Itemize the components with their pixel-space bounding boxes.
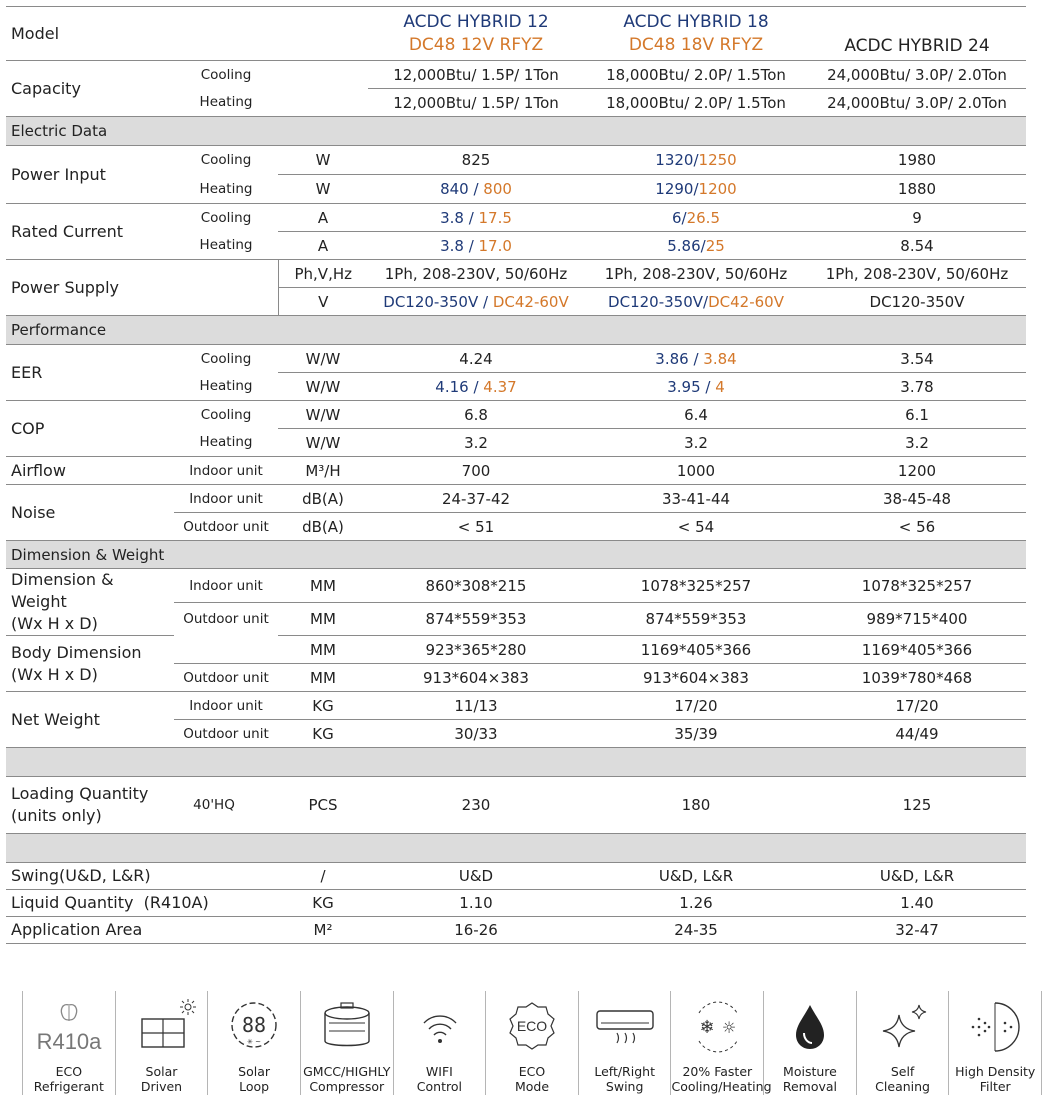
cell: 1169*405*366 — [808, 636, 1026, 664]
cell: 11/13 — [368, 692, 584, 720]
cell: 6.8 — [368, 401, 584, 429]
value-secondary: 25 — [705, 236, 725, 255]
feature-line1: WIFI — [425, 1064, 453, 1079]
liquid-label: Liquid Quantity (R410A) — [6, 890, 278, 917]
cell — [368, 288, 584, 316]
feature-line2: Swing — [605, 1079, 644, 1094]
feature-line2: Cleaning — [875, 1079, 930, 1094]
cell: 860*308*215 — [368, 569, 584, 603]
model-label: Model — [6, 7, 174, 61]
feature-line1: Solar — [145, 1064, 178, 1079]
feature-line2: Refrigerant — [33, 1079, 104, 1094]
snow-sun-icon — [671, 997, 764, 1057]
rated-current-label: Rated Current — [6, 204, 174, 260]
value-secondary: 4.37 — [483, 377, 517, 396]
cell: 3.2 — [368, 429, 584, 457]
dw-label-line1: Dimension & Weight — [11, 570, 114, 611]
cell: 6.1 — [808, 401, 1026, 429]
unit-cell: / — [278, 863, 368, 890]
cell: 24-35 — [584, 917, 808, 944]
sub-label: Cooling — [174, 61, 278, 89]
value-primary: 1290 — [655, 180, 694, 198]
sub-label: Cooling — [174, 204, 278, 232]
sub-label: Indoor unit — [174, 485, 278, 513]
value-primary: 3.8 — [440, 236, 464, 255]
cell: 24,000Btu/ 3.0P/ 2.0Ton — [808, 61, 1026, 89]
sub-label: Heating — [199, 94, 253, 111]
unit-cell: MM — [278, 569, 368, 603]
section-title: Performance — [11, 321, 107, 339]
value-primary: 1980 — [897, 151, 937, 169]
cell — [808, 146, 1026, 175]
digit-badge: 88 — [242, 1013, 267, 1037]
cell: 923*365*280 — [368, 636, 584, 664]
display-88-icon — [208, 997, 301, 1057]
cell: 18,000Btu/ 2.0P/ 1.5Ton — [584, 89, 808, 117]
value-primary: DC120-350V — [869, 292, 965, 311]
cell: 1000 — [584, 457, 808, 485]
cell — [368, 146, 584, 175]
model-col-1 — [368, 7, 584, 61]
value-separator: / — [463, 208, 479, 227]
value-primary: 4.24 — [459, 349, 493, 368]
cell: 125 — [808, 777, 1026, 834]
loading-row — [6, 777, 1026, 834]
unit-cell: W/W — [278, 401, 368, 429]
sparkle-icon — [857, 997, 950, 1057]
compressor-icon — [301, 997, 394, 1057]
cell: 180 — [584, 777, 808, 834]
power-input-cooling-row — [6, 146, 1026, 175]
cell: 989*715*400 — [808, 603, 1026, 636]
cop-label: COP — [6, 401, 174, 457]
value-primary: 5.86 — [667, 236, 701, 255]
eco-text: ECO — [517, 1018, 548, 1034]
cell: 30/33 — [368, 720, 584, 748]
value-secondary: 26.5 — [686, 208, 720, 227]
unit-cell: A — [278, 232, 368, 260]
cell — [808, 175, 1026, 204]
cell: < 51 — [368, 513, 584, 541]
spacer-band — [6, 834, 1026, 863]
unit-cell: dB(A) — [278, 485, 368, 513]
model-2-name: ACDC HYBRID 18 — [623, 11, 769, 32]
swing-label: Swing(U&D, L&R) — [6, 863, 278, 890]
cell — [584, 373, 808, 401]
cell: 38-45-48 — [808, 485, 1026, 513]
cell: 18,000Btu/ 2.0P/ 1.5Ton — [584, 61, 808, 89]
unit-cell: KG — [278, 890, 368, 917]
sub-label: 40'HQ — [174, 777, 278, 834]
dw-label-line2: (Wx H x D) — [11, 614, 98, 633]
value-primary: 3.54 — [900, 349, 934, 368]
cell: 874*559*353 — [368, 603, 584, 636]
value-primary: DC120-350V — [383, 292, 479, 311]
cell — [584, 288, 808, 316]
cell: 1200 — [808, 457, 1026, 485]
cell: U&D — [368, 863, 584, 890]
cell: 1169*405*366 — [584, 636, 808, 664]
svg-text:☼: ☼ — [722, 1018, 737, 1037]
cell: 33-41-44 — [584, 485, 808, 513]
filter-icon — [949, 997, 1042, 1057]
feature-line1: Left/Right — [594, 1064, 655, 1079]
sub-label: Outdoor unit — [174, 720, 278, 748]
feature-line1: Solar — [238, 1064, 271, 1079]
cell: 16-26 — [368, 917, 584, 944]
value-secondary: DC42-60V — [492, 292, 569, 311]
cell: 1039*780*468 — [808, 664, 1026, 692]
unit-cell: KG — [278, 720, 368, 748]
sub-label: Heating — [199, 434, 253, 451]
rated-current-cooling-row — [6, 204, 1026, 232]
cop-cooling-row — [6, 401, 1026, 429]
unit-cell: W — [278, 146, 368, 175]
cell — [584, 232, 808, 260]
feature-self-cleaning — [856, 991, 949, 1095]
cell: 1078*325*257 — [584, 569, 808, 603]
unit-cell: W/W — [278, 429, 368, 457]
loading-label-line2: (units only) — [11, 806, 102, 825]
liquid-row — [6, 890, 1026, 917]
swing-row — [6, 863, 1026, 890]
r410a-badge: R410a — [36, 1029, 102, 1054]
feature-line2: Cooling/Heating — [671, 1079, 772, 1094]
cell: 3.2 — [808, 429, 1026, 457]
feature-line2: Loop — [239, 1079, 270, 1094]
noise-label: Noise — [6, 485, 174, 541]
value-primary: 3.8 — [440, 208, 464, 227]
value-separator: / — [693, 180, 699, 198]
value-primary: 1320 — [655, 151, 694, 169]
feature-solar-driven — [115, 991, 208, 1095]
cell — [808, 288, 1026, 316]
area-row — [6, 917, 1026, 944]
feature-eco-mode — [485, 991, 578, 1095]
unit-cell: W — [278, 175, 368, 204]
cell: 6.4 — [584, 401, 808, 429]
cell — [808, 373, 1026, 401]
sub-label: Indoor unit — [174, 692, 278, 720]
unit-cell: W/W — [278, 373, 368, 401]
sub-label: Heating — [199, 237, 253, 254]
value-separator: / — [693, 151, 699, 169]
value-separator: / — [703, 292, 709, 311]
value-separator: / — [478, 292, 493, 311]
feature-line1: Moisture — [783, 1064, 837, 1079]
cell: 913*604×383 — [368, 664, 584, 692]
cell: U&D, L&R — [584, 863, 808, 890]
cell — [808, 345, 1026, 373]
cell: 700 — [368, 457, 584, 485]
feature-line2: Mode — [514, 1079, 550, 1094]
water-drop-icon — [764, 997, 857, 1057]
loading-label — [6, 777, 174, 834]
section-electric — [6, 117, 1026, 146]
cell: 44/49 — [808, 720, 1026, 748]
model-col-2 — [584, 7, 808, 61]
value-separator: / — [688, 349, 704, 368]
sub-label: Outdoor unit — [174, 513, 278, 541]
value-secondary: 1250 — [698, 151, 737, 169]
spacer-band — [6, 748, 1026, 777]
unit-cell: W/W — [278, 345, 368, 373]
sub-label: Indoor unit — [174, 457, 278, 485]
feature-line2: Compressor — [309, 1079, 385, 1094]
unit-cell: Ph,V,Hz — [278, 260, 368, 288]
section-title: Electric Data — [11, 122, 108, 140]
airflow-row — [6, 457, 1026, 485]
cell: 35/39 — [584, 720, 808, 748]
section-performance — [6, 316, 1026, 345]
feature-moisture-removal — [763, 991, 856, 1095]
cell: 913*604×383 — [584, 664, 808, 692]
cell: < 56 — [808, 513, 1026, 541]
cell — [584, 146, 808, 175]
value-primary: 3.95 — [667, 377, 701, 396]
cell — [808, 232, 1026, 260]
feature-wifi — [393, 991, 486, 1095]
cell: 1.10 — [368, 890, 584, 917]
value-primary: 3.78 — [900, 377, 934, 396]
body-label — [6, 636, 174, 692]
model-2-variant: DC48 18V RFYZ — [628, 34, 764, 55]
unit-cell: A — [278, 204, 368, 232]
dw-indoor-row — [6, 569, 1026, 603]
cell — [808, 204, 1026, 232]
power-supply-label: Power Supply — [6, 260, 174, 316]
value-secondary: 1200 — [698, 180, 737, 198]
feature-eco-refrigerant — [22, 991, 115, 1095]
value-primary: 8.54 — [900, 236, 934, 255]
net-weight-label: Net Weight — [6, 692, 174, 748]
airflow-label: Airflow — [6, 457, 174, 485]
value-primary: DC120-350V — [608, 292, 704, 311]
cell — [368, 373, 584, 401]
cell — [368, 345, 584, 373]
value-secondary: 17.0 — [478, 236, 512, 255]
power-input-label: Power Input — [6, 146, 174, 204]
sub-label: Cooling — [174, 401, 278, 429]
model-row — [6, 7, 1026, 61]
area-label: Application Area — [6, 917, 278, 944]
value-secondary: 800 — [483, 180, 512, 198]
wifi-icon — [394, 997, 487, 1057]
cell: 12,000Btu/ 1.5P/ 1Ton — [368, 61, 584, 89]
feature-line1: Self — [890, 1064, 915, 1079]
feature-line2: Removal — [782, 1079, 838, 1094]
feature-line1: ECO — [55, 1064, 83, 1079]
feature-line1: High Density — [955, 1064, 1036, 1079]
unit-cell: MM — [278, 636, 368, 664]
feature-line2: Driven — [140, 1079, 183, 1094]
sub-label: Outdoor unit — [174, 664, 278, 692]
sub-label: Heating — [199, 180, 253, 197]
power-supply-ac-row — [6, 260, 1026, 288]
cell — [368, 232, 584, 260]
spec-table — [6, 6, 1026, 944]
value-separator: / — [468, 180, 484, 198]
cell: 1Ph, 208-230V, 50/60Hz — [584, 260, 808, 288]
cell: 3.2 — [584, 429, 808, 457]
svg-text:❄: ❄ — [699, 1017, 716, 1038]
cell: < 54 — [584, 513, 808, 541]
feature-swing — [578, 991, 671, 1095]
capacity-label: Capacity — [6, 61, 174, 117]
cell: 17/20 — [584, 692, 808, 720]
sub-label: Indoor unit — [174, 569, 278, 603]
unit-cell: M³/H — [278, 457, 368, 485]
cell — [584, 204, 808, 232]
unit-cell: dB(A) — [278, 513, 368, 541]
swing-icon — [579, 997, 672, 1057]
value-secondary: 3.84 — [703, 349, 737, 368]
value-primary: 1880 — [897, 180, 937, 198]
value-primary: 4.16 — [435, 377, 469, 396]
value-secondary: 4 — [715, 377, 725, 396]
cell — [368, 204, 584, 232]
feature-line2: Control — [416, 1079, 462, 1094]
cell: 32-47 — [808, 917, 1026, 944]
sub-label: Cooling — [174, 345, 278, 373]
cell: 1.26 — [584, 890, 808, 917]
sub-label: Heating — [199, 378, 253, 395]
body-label-line2: (Wx H x D) — [11, 664, 98, 684]
cell: 874*559*353 — [584, 603, 808, 636]
sub-label: Outdoor unit — [174, 603, 278, 636]
value-secondary: DC42-60V — [708, 292, 784, 311]
cell: 12,000Btu/ 1.5P/ 1Ton — [368, 89, 584, 117]
feature-fast-cooling-heating — [670, 991, 772, 1095]
value-primary: 825 — [461, 151, 491, 169]
value-separator: / — [468, 377, 484, 396]
cell — [584, 175, 808, 204]
value-primary: 840 — [440, 180, 469, 198]
noise-indoor-row — [6, 485, 1026, 513]
value-separator: / — [700, 377, 716, 396]
cell: 17/20 — [808, 692, 1026, 720]
value-primary: 3.86 — [655, 349, 689, 368]
cell: 1Ph, 208-230V, 50/60Hz — [808, 260, 1026, 288]
value-separator: / — [700, 236, 706, 255]
unit-cell: PCS — [278, 777, 368, 834]
feature-line1: ECO — [518, 1064, 546, 1079]
body-label-line1: Body Dimension — [11, 642, 142, 662]
model-1-name: ACDC HYBRID 12 — [403, 11, 549, 32]
net-weight-indoor-row — [6, 692, 1026, 720]
model-1-variant: DC48 12V RFYZ — [408, 34, 544, 55]
value-separator: / — [463, 236, 479, 255]
value-separator: / — [681, 208, 687, 227]
leaf-icon — [23, 997, 116, 1057]
unit-cell: M² — [278, 917, 368, 944]
eer-cooling-row — [6, 345, 1026, 373]
model-3-name: ACDC HYBRID 24 — [844, 36, 990, 56]
feature-solar-loop — [207, 991, 300, 1095]
section-title: Dimension & Weight — [11, 545, 165, 564]
loading-label-line1: Loading Quantity — [11, 784, 149, 803]
cell: U&D, L&R — [808, 863, 1026, 890]
unit-cell: V — [278, 288, 368, 316]
body-indoor-row — [6, 636, 1026, 664]
unit-cell: KG — [278, 692, 368, 720]
cell — [584, 345, 808, 373]
feature-line1: GMCC/HIGHLY — [303, 1064, 391, 1079]
unit-cell: MM — [278, 664, 368, 692]
cell: 24,000Btu/ 3.0P/ 2.0Ton — [808, 89, 1026, 117]
cell — [368, 175, 584, 204]
unit-cell: MM — [278, 603, 368, 636]
eer-label: EER — [6, 345, 174, 401]
feature-compressor — [300, 991, 393, 1095]
model-col-3 — [808, 7, 1026, 61]
cell: 230 — [368, 777, 584, 834]
feature-strip — [22, 991, 1042, 1095]
feature-line2: Filter — [979, 1079, 1011, 1094]
solar-panel-icon — [116, 997, 209, 1057]
cell: 1Ph, 208-230V, 50/60Hz — [368, 260, 584, 288]
svg-text:✳ ~: ✳ ~ — [247, 1038, 262, 1046]
feature-line1: 20% Faster — [682, 1064, 753, 1079]
value-primary: 9 — [912, 208, 922, 227]
cell: 1078*325*257 — [808, 569, 1026, 603]
cell: 1.40 — [808, 890, 1026, 917]
capacity-cooling-row — [6, 61, 1026, 89]
eco-badge-icon — [486, 997, 579, 1057]
cell: 24-37-42 — [368, 485, 584, 513]
sub-label: Cooling — [174, 146, 278, 175]
value-secondary: 17.5 — [478, 208, 512, 227]
feature-filter — [948, 991, 1042, 1095]
dw-label — [6, 569, 174, 636]
section-dimension — [6, 541, 1026, 569]
value-primary: 6 — [671, 208, 682, 227]
